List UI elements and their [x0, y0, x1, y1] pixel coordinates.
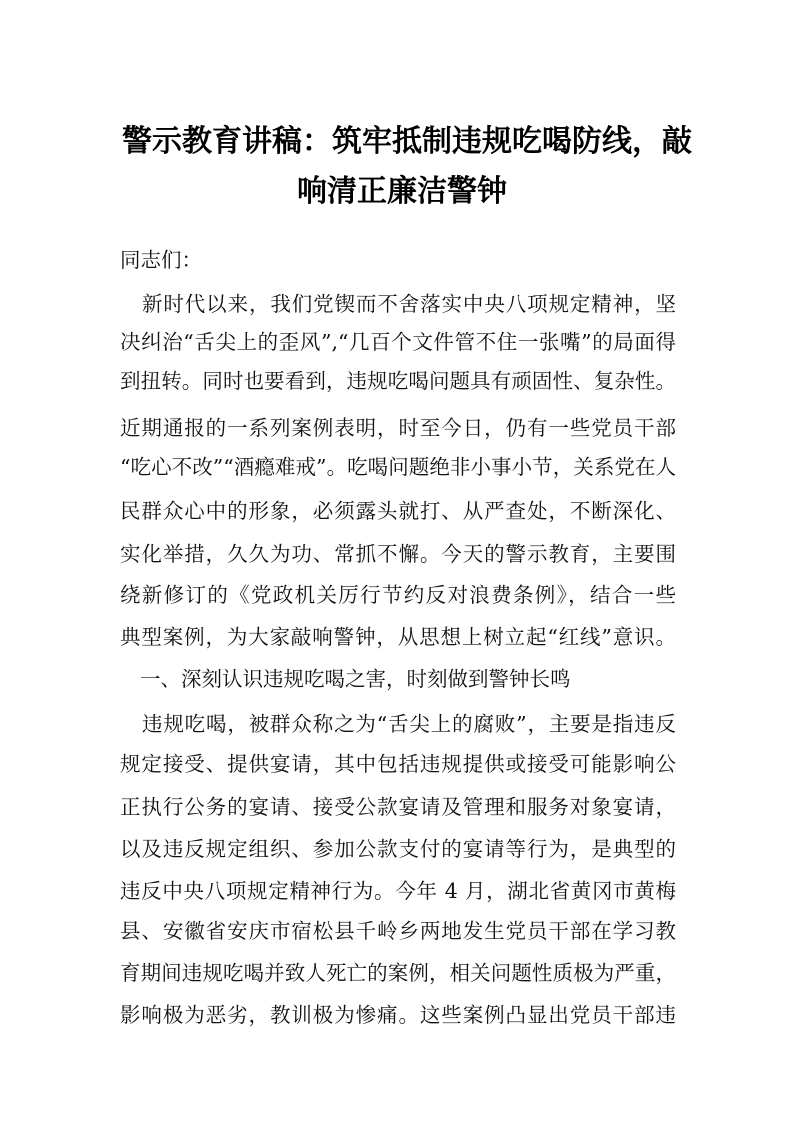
paragraph-1-line: 民群众心中的形象，必须露头就打、从严查处，不断深化、 — [120, 499, 676, 523]
paragraph-1-line: 新时代以来，我们党锲而不舍落实中央八项规定精神，坚 — [142, 292, 676, 316]
paragraph-1-line: 绕新修订的《党政机关厉行节约反对浪费条例》，结合一些 — [120, 583, 676, 607]
document-title-line-1: 警示教育讲稿：筑牢抵制违规吃喝防线，敲 — [122, 124, 692, 159]
paragraph-1-line: 实化举措，久久为功、常抓不懈。今天的警示教育，主要围 — [120, 542, 676, 566]
paragraph-1-line: 到扭转。同时也要看到，违规吃喝问题具有顽固性、复杂性。 — [120, 369, 676, 393]
paragraph-1-line: 近期通报的一系列案例表明，时至今日，仍有一些党员干部 — [120, 416, 676, 440]
section-heading-1: 一、深刻认识违规吃喝之害，时刻做到警钟长鸣 — [140, 667, 571, 691]
paragraph-2-line: 以及违反规定组织、参加公款支付的宴请等行为，是典型的 — [120, 837, 676, 861]
document-title-line-2: 响清正廉洁警钟 — [297, 174, 507, 209]
paragraph-1-line: 典型案例，为大家敲响警钟，从思想上树立起“红线”意识。 — [120, 625, 676, 649]
paragraph-2-line: 正执行公务的宴请、接受公款宴请及管理和服务对象宴请， — [120, 795, 676, 819]
paragraph-2-line: 影响极为恶劣，教训极为惨痛。这些案例凸显出党员干部违 — [120, 1003, 676, 1027]
paragraph-1-line: 决纠治“舌尖上的歪风”,“几百个文件管不住一张嘴”的局面得 — [120, 330, 676, 354]
paragraph-2-line: 违规吃喝，被群众称之为“舌尖上的腐败”，主要是指违反 — [142, 712, 676, 736]
paragraph-2-line: 规定接受、提供宴请，其中包括违规提供或接受可能影响公 — [120, 752, 676, 776]
paragraph-1-line: “吃心不改”“酒瘾难戒”。吃喝问题绝非小事小节，关系党在人 — [120, 455, 676, 479]
paragraph-2-line: 县、安徽省安庆市宿松县千岭乡两地发生党员干部在学习教 — [120, 919, 676, 943]
paragraph-2-line: 违反中央八项规定精神行为。今年 4 月，湖北省黄冈市黄梅 — [120, 879, 676, 903]
paragraph-2-line: 育期间违规吃喝并致人死亡的案例，相关问题性质极为严重， — [120, 961, 676, 985]
salutation: 同志们： — [120, 248, 202, 272]
